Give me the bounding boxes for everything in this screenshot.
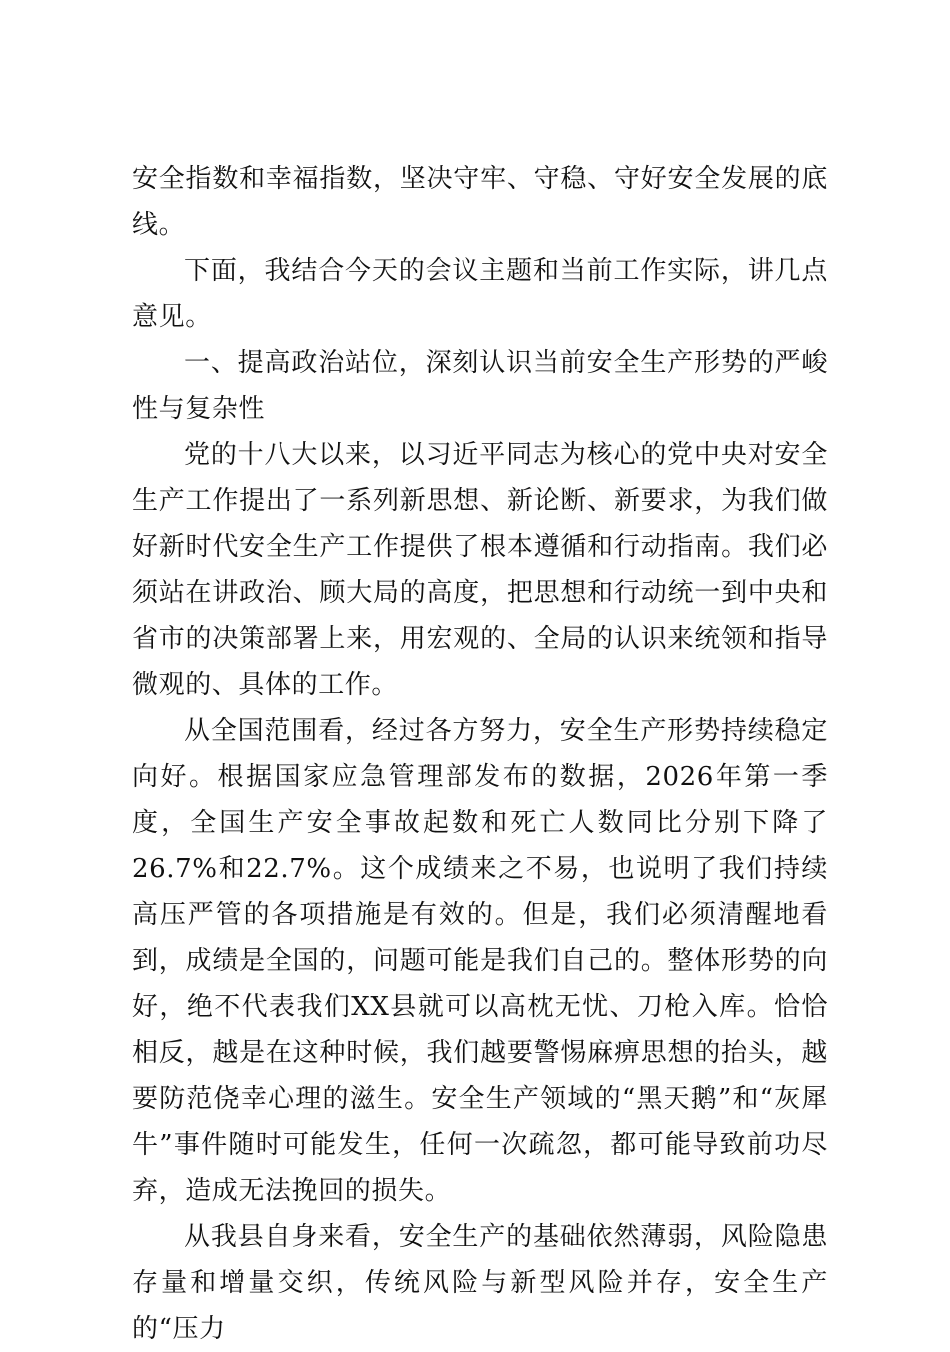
document-page [132,156,828,1352]
paragraph-intro: 下面，我结合今天的会议主题和当前工作实际，讲几点意见。 [132,256,828,332]
paragraph-continuation: 安全指数和幸福指数，坚决守牢、守稳、守好安全发展的底线。 [132,164,828,240]
paragraph-body: 从全国范围看，经过各方努力，安全生产形势持续稳定向好。根据国家应急管理部发布的数据，2026年第一季度，全国生产安全事故起数和死亡人数同比分别下降了26.7%和22.7%。这个成绩来之不易，也说明了我们持续高压严管的各项措施是有效的。但是，我们必须清醒地看到，成绩是全国的，问题可能是我们自己的。整体形势的向好，绝不代表我们XX县就可以高枕无忧、刀枪入库。恰恰相反，越是在这种时候，我们越要警惕麻痹思想的抬头，越要防范侥幸心理的滋生。安全生产领域的“黑天鹅”和“灰犀牛”事件随时可能发生，任何一次疏忽，都可能导致前功尽弃，造成无法挽回的损失。 [132,716,828,1206]
paragraph-body: 从我县自身来看，安全生产的基础依然薄弱，风险隐患存量和增量交织，传统风险与新型风险并存，安全生产的“压力 [132,1222,828,1344]
section-heading: 一、提高政治站位，深刻认识当前安全生产形势的严峻性与复杂性 [132,348,828,424]
paragraph-body: 党的十八大以来，以习近平同志为核心的党中央对安全生产工作提出了一系列新思想、新论断、新要求，为我们做好新时代安全生产工作提供了根本遵循和行动指南。我们必须站在讲政治、顾大局的高度，把思想和行动统一到中央和省市的决策部署上来，用宏观的、全局的认识来统领和指导微观的、具体的工作。 [132,440,828,700]
